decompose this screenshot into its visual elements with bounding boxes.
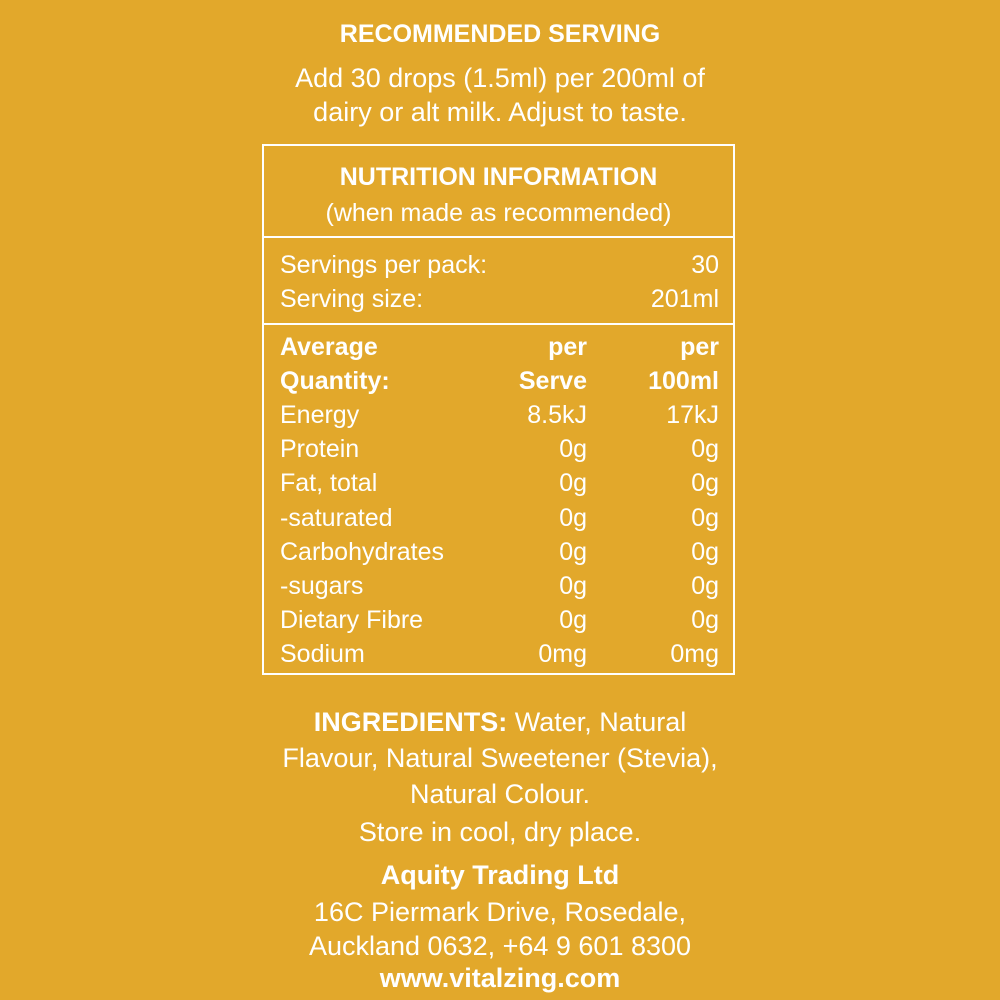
serving-size-label: Serving size: <box>280 285 424 313</box>
column-header-row-1 <box>280 330 719 364</box>
servings-per-pack-label: Servings per pack: <box>280 251 488 279</box>
nutrition-information-panel <box>262 144 735 675</box>
nutrient-row <box>280 432 719 466</box>
ingredients-line-1 <box>0 704 1000 740</box>
storage-instruction: Store in cool, dry place. <box>358 817 642 847</box>
ingredients-line-2: Flavour, Natural Sweetener (Stevia), <box>282 743 718 773</box>
nutrient-row <box>280 603 719 637</box>
nutrient-name: Fat, total <box>280 469 378 497</box>
column-header-row-2 <box>280 364 719 398</box>
nutrient-name: Carbohydrates <box>280 538 444 566</box>
nutrient-row <box>280 466 719 500</box>
nutrient-name: Energy <box>280 401 360 429</box>
nutrient-per-100ml: 17kJ <box>666 401 719 429</box>
nutrient-per-serve: 0g <box>559 538 587 566</box>
servings-per-pack-value: 30 <box>691 251 719 279</box>
column-header-100ml: 100ml <box>648 367 719 395</box>
serving-size-row <box>280 282 719 316</box>
nutrient-per-serve: 0g <box>559 606 587 634</box>
company-address-line-2: Auckland 0632, +64 9 601 8300 <box>308 931 692 961</box>
nutrient-row <box>280 398 719 432</box>
divider <box>264 323 733 325</box>
nutrient-per-serve: 0g <box>559 572 587 600</box>
company-address-line-1: 16C Piermark Drive, Rosedale, <box>313 897 687 927</box>
nutrient-per-serve: 0mg <box>538 640 587 668</box>
ingredients-block <box>0 704 1000 812</box>
ingredients-label: INGREDIENTS: <box>313 707 508 737</box>
nutrient-per-100ml: 0g <box>691 504 719 532</box>
nutrient-per-100ml: 0g <box>691 435 719 463</box>
nutrient-name: Sodium <box>280 640 365 668</box>
serving-instruction-line-1: Add 30 drops (1.5ml) per 200ml of <box>295 63 705 93</box>
nutrient-name: Dietary Fibre <box>280 606 424 634</box>
nutrient-per-100ml: 0mg <box>670 640 719 668</box>
column-header-serve: Serve <box>518 367 587 395</box>
nutrition-heading: NUTRITION INFORMATION <box>339 163 658 191</box>
company-name: Aquity Trading Ltd <box>380 860 620 890</box>
nutrition-subheading: (when made as recommended) <box>325 199 672 227</box>
column-header-per: per <box>680 333 719 361</box>
nutrient-per-serve: 0g <box>559 435 587 463</box>
nutrient-name: -sugars <box>280 572 364 600</box>
nutrient-per-serve: 0g <box>559 504 587 532</box>
nutrient-per-100ml: 0g <box>691 606 719 634</box>
nutrient-per-serve: 0g <box>559 469 587 497</box>
column-header-average: Average <box>280 333 378 361</box>
nutrient-name: Protein <box>280 435 360 463</box>
recommended-serving-heading: RECOMMENDED SERVING <box>339 20 661 48</box>
nutrient-name: -saturated <box>280 504 393 532</box>
nutrient-per-serve: 8.5kJ <box>527 401 587 429</box>
nutrient-per-100ml: 0g <box>691 538 719 566</box>
nutrient-row <box>280 501 719 535</box>
servings-per-pack-row <box>280 248 719 282</box>
nutrient-row <box>280 569 719 603</box>
divider <box>264 236 733 238</box>
serving-size-value: 201ml <box>650 285 719 313</box>
company-website: www.vitalzing.com <box>379 963 621 993</box>
nutrient-row <box>280 535 719 569</box>
serving-instruction-line-2: dairy or alt milk. Adjust to taste. <box>313 97 687 127</box>
nutrient-per-100ml: 0g <box>691 572 719 600</box>
nutrient-per-100ml: 0g <box>691 469 719 497</box>
ingredients-text: Water, Natural <box>507 707 687 737</box>
nutrient-row <box>280 637 719 671</box>
column-header-quantity: Quantity: <box>280 367 390 395</box>
column-header-per: per <box>548 333 587 361</box>
ingredients-line-3: Natural Colour. <box>409 779 591 809</box>
